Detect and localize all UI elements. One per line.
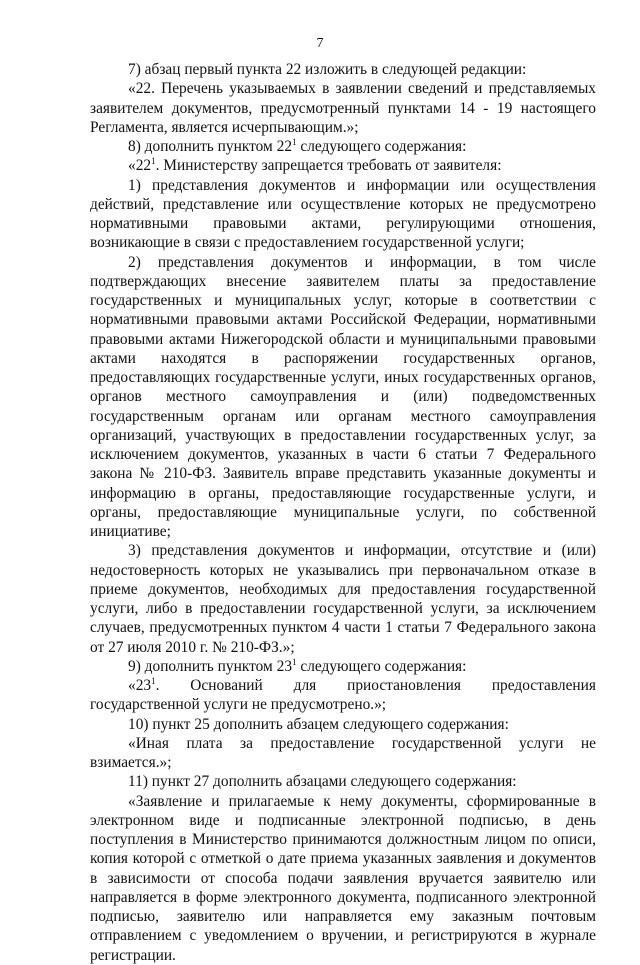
superscript: 1 bbox=[151, 156, 156, 167]
paragraph-text: . Министерству запрещается требовать от заявителя: bbox=[155, 157, 502, 175]
superscript: 1 bbox=[292, 656, 297, 667]
superscript: 1 bbox=[292, 137, 297, 147]
superscript: 1 bbox=[151, 676, 156, 686]
paragraph-subitem-2: 2) представления документов и информации, в том числе подтверждающих внесение заявителем платы за предоставление государственных и муниципальных услуг, которые в соответствии с нормативными правовыми актами Российской Федерации, нормативными правовыми актами Нижегородской области и муниципальными правовыми актами находятся в распоряжении государственных органов, предоставляющих государственные услуги, иных государственных органов, органов местного самоуправления и (или) подведомственных государственным органам или органам местного самоуправления организаций, участвующих в предоставлении государственных услуг, за исключением документов, указанных в части 6 статьи 7 Федерального закона № 210-ФЗ. Заявитель вправе представить указанные документы и информацию в органы, предоставляющие государственные услуги, и органы, предоставляющие муниципальные услуги, по собственной инициативе; bbox=[90, 253, 596, 540]
paragraph-text: следующего содержания: bbox=[296, 657, 467, 675]
paragraph-clause-22: «22. Перечень указываемых в заявлении сведений и представляемых заявителем документов, предусмотренный пунктами 14 - 19 настоящего Регламента, является исчерпывающим.»; bbox=[90, 80, 596, 136]
paragraph-item-8 bbox=[90, 137, 596, 156]
paragraph-text: «22 bbox=[128, 157, 152, 175]
paragraph-item-7: 7) абзац первый пункта 22 изложить в следующей редакции: bbox=[128, 61, 527, 78]
paragraph-text: следующего содержания: bbox=[296, 138, 467, 155]
paragraph-clause-22-1 bbox=[90, 156, 596, 175]
paragraph-clause-27-text: «Заявление и прилагаемые к нему документы, сформированные в электронном виде и подписанные электронной подписью, в день поступления в Министерство принимаются должностным лицом по описи, копия которой с отметкой о дате приема указанных заявления и документов в зависимости от способа подачи заявления вручается заявителю или направляется в форме электронного документа, подписанного электронной подписью, заявителю или направляется ему заказным почтовым отправлением с уведомлением о вручении, и регистрируются в журнале регистрации. bbox=[90, 792, 596, 964]
paragraph-text: 8) дополнить пунктом 22 bbox=[128, 138, 293, 155]
paragraph-clause-23-1 bbox=[90, 676, 596, 715]
paragraph-text: . Оснований для приостановления предоставления государственной услуги не предусмотрено.»; bbox=[90, 677, 596, 714]
page-number: 7 bbox=[316, 36, 324, 51]
paragraph-subitem-1: 1) представления документов и информации или осуществления действий, представление или осуществление которых не предусмотрено нормативными правовыми актами, регулирующими отношения, возникающие в связи с предоставлением государственной услуги; bbox=[90, 176, 596, 252]
document-body bbox=[90, 60, 596, 965]
paragraph-text: 9) дополнить пунктом 23 bbox=[128, 657, 293, 675]
paragraph-text: «23 bbox=[128, 677, 152, 694]
paragraph-item-11: 11) пункт 27 дополнить абзацами следующего содержания: bbox=[128, 773, 517, 791]
paragraph-item-9 bbox=[90, 657, 596, 676]
paragraph-clause-25-text: «Иная плата за предоставление государственной услуги не взимается.»; bbox=[90, 734, 596, 771]
paragraph-item-10: 10) пункт 25 дополнить абзацем следующего содержания: bbox=[128, 715, 509, 733]
paragraph-subitem-3: 3) представления документов и информации, отсутствие и (или) недостоверность которых не указывались при первоначальном отказе в приеме документов, необходимых для предоставления государственной услуги, либо в предоставлении государственной услуги, за исключением случаев, предусмотренных пунктом 4 части 1 статьи 7 Федерального закона от 27 июля 2010 г. № 210-ФЗ.»; bbox=[90, 542, 596, 656]
